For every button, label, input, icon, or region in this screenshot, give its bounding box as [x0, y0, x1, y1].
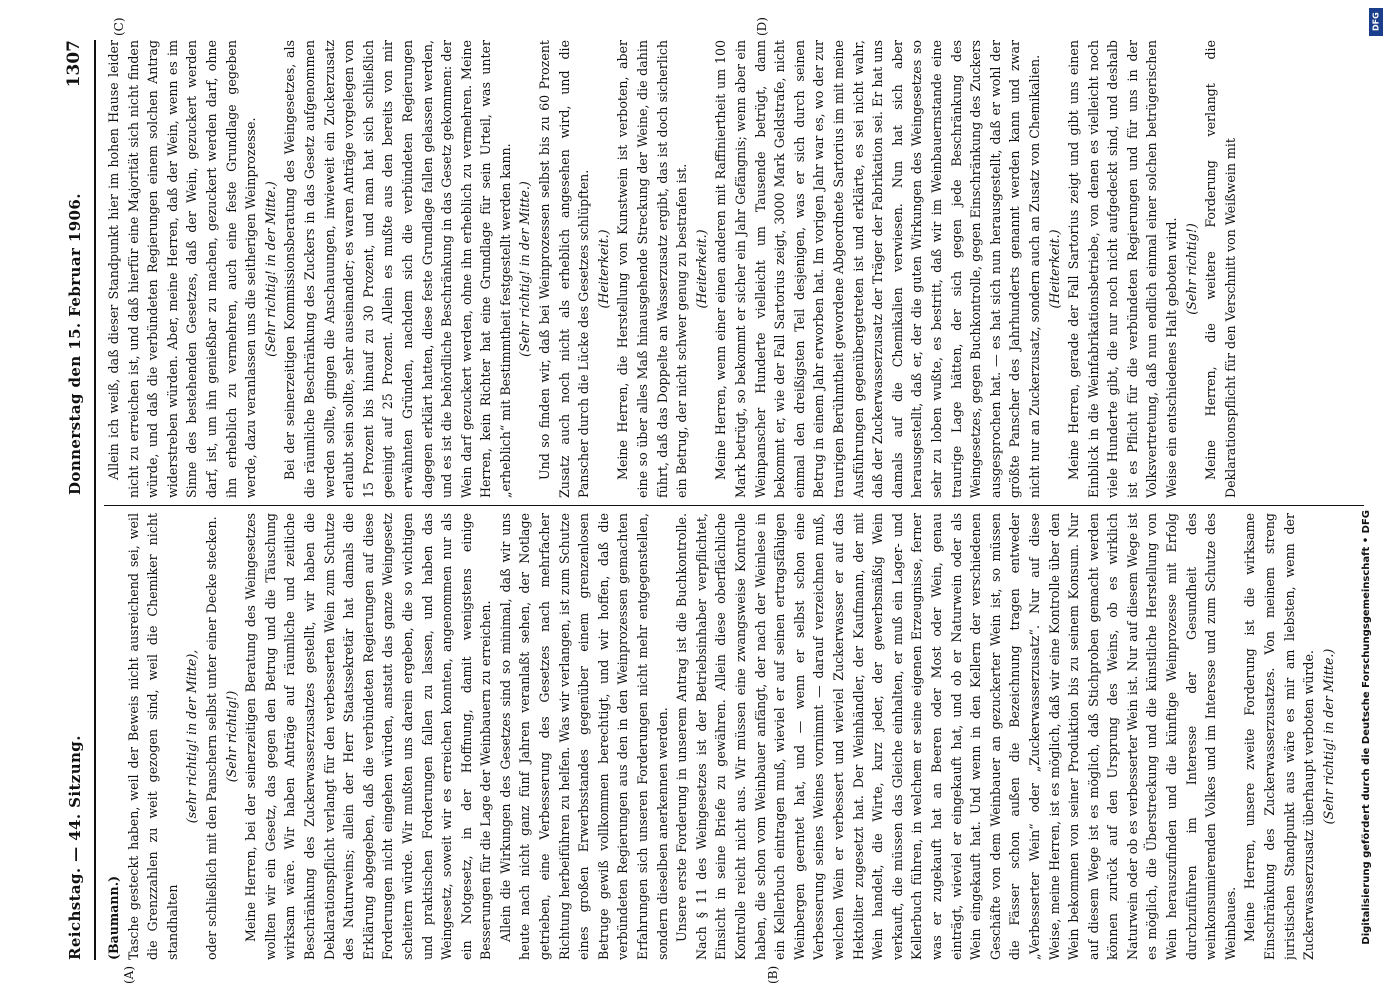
- margin-marker-c: (C): [112, 17, 126, 36]
- dfg-logo: DFG: [1369, 8, 1383, 36]
- left-column: [104, 513, 1364, 960]
- paragraph: Unsere erste Forderung in unserem Antrag ist die Buchkontrolle. Nach § 11 des Weingesetzes ist der Betriebsinhaber verpflichtet, Einsicht in seine Briefe zu gewähren. Allein diese oberflächliche Kontrolle reicht nicht aus. Wir müssen eine zwangsweise Kontrolle haben, die schon vom Weinbauer anfängt, der nach der Weinlese in ein Kellerbuch eintragen muß, wieviel er auf seinen ertragsfähigen Weinbergen geerntet hat, und — wenn er selbst schon eine Verbesserung seines Weines vornimmt — darauf verzeichnen muß, welchen Wein er verbessert und wieviel Zuckerwasser er auf das Hektoliter zugesetzt hat. Der Weinhändler, der Kaufmann, der mit Wein handelt, die Wirte, kurz jeder, der gewerbsmäßig Wein verkauft, die müssen das Gleiche einhalten, er muß ein Lager- und Kellerbuch führen, in welchem er seine eigenen Erzeugnisse, ferner was er zugekauft hat an Beeren oder Most oder Wein, genau einträgt, wieviel er eingekauft hat, und ob er Naturwein oder als Wein eingekauft hat. Und wenn in den Kellern der verschiedenen Geschäfte von dem Weinbauer an gezuckerter Wein ist, so müssen die Fässer schon außen die Bezeichnung tragen entweder „Verbesserter Wein“ oder „Zuckerwasserzusatz“. Nur auf diese Weise, meine Herren, ist es möglich, daß wir eine Kontrolle über den Wein bekommen von seiner Produktion bis zu seinem Konsum. Nur auf diesem Wege ist es möglich, daß Stichproben gemacht werden können zurück auf den Ursprung des Weins, ob es wirklich Naturwein oder ob es verbesserter Wein ist. Nur auf diesem Wege ist es möglich, die Überstreckung und die künstliche Herstellung von Wein herauszufinden und die künftige Weinprozesse mit Erfolg durchzuführen im Interesse der Gesundheit des weinkonsumierenden Volkes und im Interesse und zum Schutze des Weinbaues.: [674, 513, 1238, 960]
- paragraph: Meine Herren, unsere zweite Forderung ist die wirksame Einschränkung des Zuckerwasserzusatzes. Von meinem streng juristischen Standpunkt aus wäre es mir am liebsten, wenn der Zuckerwasserzusatz überhaupt verboten würde.: [1242, 513, 1317, 960]
- paragraph: oder schließlich mit den Panschern selbst unter einer Decke stecken.: [203, 516, 219, 960]
- interjection: (Sehr richtig! in der Mitte.): [517, 181, 533, 357]
- interjection: (Heiterkeit.): [1046, 229, 1062, 309]
- interjection: (Heiterkeit.): [595, 229, 611, 309]
- paragraph: Allein ich weiß, daß dieser Standpunkt hier im hohen Hause leider nicht zu erreichen ist, und daß hierfür eine Majorität sich nicht finden würde, und daß die verbündeten Regierungen einem solchen Antrag widerstreben würden. Aber, meine Herren, daß der Wein, wenn es im Sinne des bestehenden Gesetzes, daß der Wein, gezuckert werden darf, ist, um ihn genießbar zu machen, gezuckert werden darf, ohne ihn erheblich zu vermehren, auch eine feste Grundlage gegeben werde, dazu veranlassen uns die seitherigen Weinprozesse.: [106, 40, 259, 498]
- paragraph: Meine Herren, die weitere Forderung verlangt die Deklarationspflicht für den Verschnitt von Weißwein mit: [1203, 40, 1238, 498]
- interjection: (Sehr richtig! in der Mitte.): [262, 181, 278, 357]
- header-session-title: Reichstag. — 44. Sitzung.: [66, 735, 84, 960]
- margin-marker-a: (A): [122, 965, 136, 984]
- speaker-label: (Baumann.): [106, 875, 121, 960]
- paragraph: Bei der seinerzeitigen Kommissionsberatung des Weingesetzes, als die räumliche Beschränkung des Zuckers in das Gesetz aufgenommen werden sollte, gingen die Anschauungen, inwieweit ein Zuckerzusatz erlaubt sein sollte, sehr auseinander; es waren Anträge vorgelegen von 15 Prozent bis hinauf zu 30 Prozent, und man hat sich schließlich geeinigt auf 25 Prozent. Allein es mußte aus den bereits von mir erwähnten Gründen, nachdem sich die verbündeten Regierungen dagegen erklärt hatten, diese feste Grundlage fallen gelassen werden, und es ist die behördliche Beschränkung in das Gesetz gekommen: der Wein darf gezuckert werden, ohne ihn erheblich zu vermehren. Meine Herren, kein Richter hat eine Grundlage für sein Urteil, was unter „erheblich“ mit Bestimmtheit festgestellt werden kann.: [282, 40, 513, 498]
- column-divider: [104, 505, 1364, 506]
- interjection: (Sehr richtig!): [223, 690, 239, 783]
- interjection: (sehr richtig! in der Mitte),: [184, 649, 200, 824]
- paragraph: Meine Herren, die Herstellung von Kunstwein ist verboten, aber eine so über alles Maß hinausgehende Streckung der Weine, die dahin führt, daß das Doppelte an Wasserzusatz ergibt, das ist doch sicherlich ein Betrug, der nicht schwer genug zu bestrafen ist.: [615, 40, 690, 498]
- page-header: [60, 40, 96, 960]
- paragraph: Tasche gesteckt haben, weil der Beweis nicht ausreichend sei, weil die Grenzzahlen zu weit gezogen sind, weil die Chemiker nicht standhalten: [125, 513, 180, 960]
- margin-marker-d: (D): [755, 17, 769, 36]
- digitization-credit: Digitalisierung gefördert durch die Deutsche Forschungsgemeinschaft • DFG: [1361, 510, 1372, 945]
- paragraph: Meine Herren, gerade der Fall Sartorius zeigt und gibt uns einen Einblick in die Weinfabrikationsbetriebe, von denen es vielleicht noch viele Hunderte gibt, die nur noch nicht aufgedeckt sind, und deshalb ist es Pflicht für die verbündeten Regierungen und für uns in der Volksvertretung, daß nun endlich einmal einer solchen betrügerischen Weise ein entschiedenes Halt geboten wird.: [1066, 40, 1180, 498]
- header-date: Donnerstag den 15. Februar 1906.: [66, 193, 84, 495]
- interjection: (Sehr richtig!): [1183, 223, 1199, 315]
- interjection: (Sehr richtig! in der Mitte.): [1320, 648, 1336, 825]
- paragraph: Und so finden wir, daß bei Weinprozessen selbst bis zu 60 Prozent Zusatz auch noch nicht als erheblich angesehen wird, und die Panscher durch die Lücke des Gesetzes schlüpften.: [537, 40, 592, 498]
- paragraph: Allein die Wirkungen des Gesetzes sind so minimal, daß wir uns heute nach nicht ganz fünf Jahren veranlaßt sehen, der Notlage getrieben, eine Verbesserung des Gesetzes nach mehrfacher Richtung herbeiführen zu helfen. Was wir verlangen, ist zum Schutze eines großen Erwerbsstandes gegenüber einem grenzenlosen Betruge gewiß vollkommen berechtigt, und wir hoffen, daß die verbündeten Regierungen aus den in den Weinprozessen gemachten Erfahrungen sich unseren Forderungen nicht mehr entgegenstellen, sondern dieselben anerkennen werden.: [497, 513, 670, 960]
- right-column: [104, 40, 1364, 498]
- paragraph: Meine Herren, bei der seinerzeitigen Beratung des Weingesetzes wollten wir ein Gesetz, das gegen den Betrug und die Täuschung wirksam wäre. Wir haben Anträge auf räumliche und zeitliche Beschränkung des Zuckerwasserzusatzes gestellt, wir haben die Deklarationspflicht verlangt für den verbesserten Wein zum Schutze des Naturweins; allein der Herr Staatssekretär hat damals die Erklärung abgegeben, daß die verbündeten Regierungen auf diese Forderungen nicht eingehen würden, anstatt das ganze Weingesetz scheitern würde. Wir mußten uns darein ergeben, die so wichtigen und praktischen Forderungen fallen zu lassen, und haben das Weingesetz, soweit wir es erreichen konnten, angenommen nur als ein Notgesetz, in der Hoffnung, damit wenigstens einige Besserungen für die Lage der Weinbauern zu erreichen.: [243, 513, 494, 960]
- rotated-document-page: [60, 0, 1378, 1000]
- page-number: 1307: [64, 40, 84, 88]
- margin-marker-b: (B): [766, 965, 780, 984]
- interjection: (Heiterkeit.): [693, 229, 709, 309]
- paragraph: Meine Herren, wenn einer einen anderen mit Raffiniertheit um 100 Mark betrügt, so bekommt er sicher ein Jahr Gefängnis; wenn aber ein Weinpanscher Hunderte vielleicht um Tausende betrügt, dann bekommt er, wie der Fall Sartorius zeigt, 3000 Mark Geldstrafe, nicht einmal den dreißigsten Teil desjenigen, was er sich durch seinen Betrug in einem Jahr erworben hat. Im vorigen Jahr war es, wo der zur traurigen Berühmtheit gewordene Abgeordnete Sartorius im mit meine Ausführungen gegenübergetreten ist und erklärte, es sei nicht wahr, daß der Zuckerwasserzusatz der Träger der Fabrikation sei. Er hat uns damals auf die Chemikalien verwiesen. Nun hat sich aber herausgestellt, daß er, der die guten Wirkungen des Weingesetzes so sehr zu loben wußte, es bestritt, daß wir im Weinbauernstande eine traurige Lage hätten, der sich gegen jede Beschränkung des Weingesetzes, gegen Buchkontrolle, gegen Einschränkung des Zuckers ausgesprochen hat. — es hat sich nun herausgestellt, daß er wohl der größte Panscher des Jahrhunderts genannt werden kann und zwar nicht nur an Zuckerzusatz, sondern auch an Zusatz von Chemikalien.: [713, 40, 1042, 498]
